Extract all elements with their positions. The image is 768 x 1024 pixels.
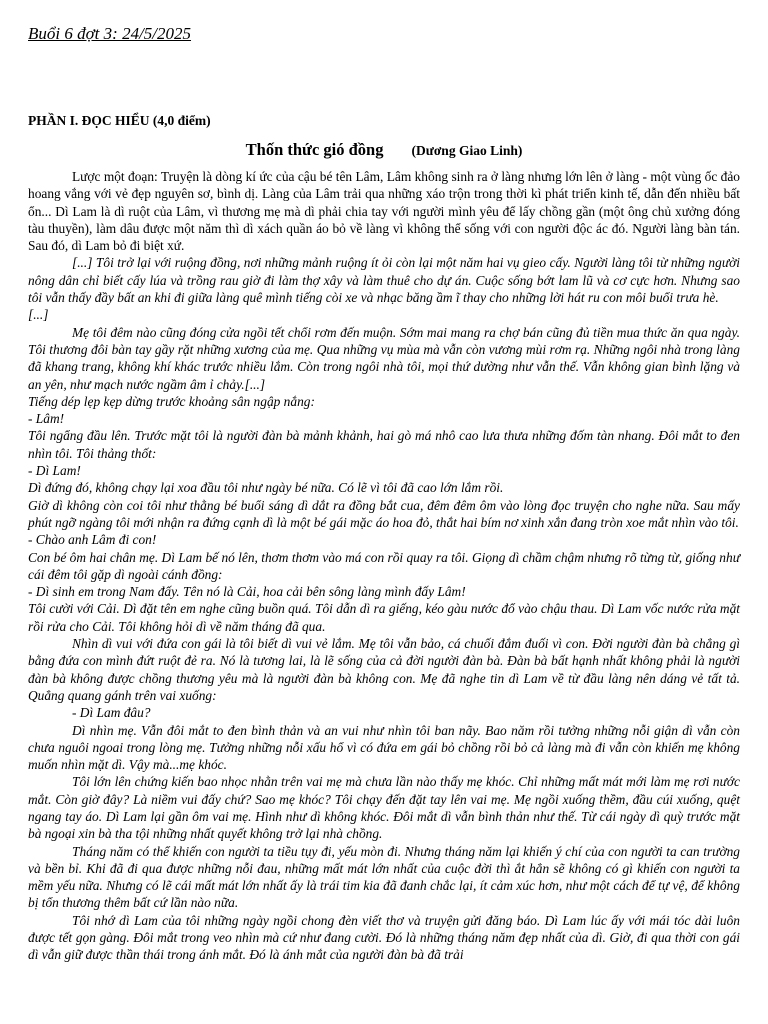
- passage-paragraph: Tôi cười với Cải. Dì đặt tên em nghe cũng buồn quá. Tôi dẫn dì ra giếng, kéo gàu nước đổ vào chậu thau. Dì Lam vốc nước rửa mặt rồi rửa cho Cải. Tôi không hỏi dì về năm tháng đã qua.: [28, 601, 740, 634]
- passage-paragraph: Tôi lớn lên chứng kiến bao nhọc nhằn trên vai mẹ mà chưa lần nào thấy mẹ khóc. Chỉ những mất mát mới làm mẹ rơi nước mắt. Còn giờ đây? Là niềm vui đấy chứ? Sao mẹ khóc? Tôi chạy đến đặt tay lên vai mẹ. Mẹ ngồi xuống thềm, đầu cúi xuống, quệt ngang tay áo. Dì Lam lại gần ôm vai mẹ. Hình như dì không khóc. Đôi mắt dì vẫn bình thản như thế. Từ cái ngày dì quỳ trước mặt bà ngoại xin bà tha tội những nhất quyết không trở lại nhà chồng.: [28, 774, 740, 842]
- passage-paragraph: Con bé ôm hai chân mẹ. Dì Lam bế nó lên, thơm thơm vào má con rồi quay ra tôi. Giọng dì chầm chậm nhưng rõ từng từ, giống như cái đêm tôi gặp dì ngoài cánh đồng:: [28, 549, 740, 582]
- section-title: PHẦN I. ĐỌC HIỂU (4,0 điểm): [28, 113, 211, 128]
- passage-paragraph: Tháng năm có thể khiến con người ta tiều tụy đi, yếu mòn đi. Nhưng tháng năm lại khiến ý chí của con người ta can trường và bền bỉ. Khi đã đi qua được những nỗi đau, những mất mát lớn nhất của cuộc đời thì ắt hẳn sẽ không có gì khiến con người ta mềm yếu nữa. Nhưng có lẽ cái mất mát lớn nhất ấy là trái tim kia đã đanh chắc lại, ít cảm xúc hơn, như một cách để tự vệ, để không bị tổn thương thêm bất cứ lần nào nữa.: [28, 843, 740, 911]
- passage-paragraph: Nhìn dì vui với đứa con gái là tôi biết dì vui vẻ lắm. Mẹ tôi vẫn bảo, cá chuối đắm đuối vì con. Đời người đàn bà chẳng gì bằng đứa con mình đứt ruột đẻ ra. Nó là tương lai, là lẽ sống của cả đời người đàn bà. Đàn bà bất hạnh nhất không phải là người đàn bà không được chồng thương yêu mà là người đàn bà không con. Mẹ đã nghe tin dì Lam về từ đầu làng nên dáng vẻ tất tả. Quẳng quang gánh trên vai xuống:: [28, 636, 740, 703]
- dialogue-line: - Chào anh Lâm đi con!: [28, 532, 157, 548]
- passage-paragraph: Dì đứng đó, không chạy lại xoa đầu tôi như ngày bé nữa. Có lẽ vì tôi đã cao lớn lắm rồi.: [28, 480, 504, 496]
- work-heading: [0, 140, 768, 160]
- dialogue-line: - Dì sinh em trong Nam đấy. Tên nó là Cải, hoa cải bên sông làng mình đấy Lâm!: [28, 584, 466, 600]
- passage-paragraph: Mẹ tôi đêm nào cũng đóng cửa ngồi tết chổi rơm đến muộn. Sớm mai mang ra chợ bán cũng đủ tiền mua thức ăn qua ngày. Tôi thương đôi bàn tay gầy rặt những xương của mẹ. Qua những vụ mùa mà vẫn còn vương mùi rơm rạ. Những ngôi nhà trong làng đã khang trang, không khí khác trước nhiều lắm. Còn trong ngôi nhà tôi, mọi thứ dường như vẫn thế. Vẫn không gian bình lặng và an yên, như mạch nước ngầm âm ỉ chảy.[...]: [28, 324, 740, 392]
- dialogue-line: - Dì Lam đâu?: [72, 705, 151, 721]
- passage-body: [28, 168, 740, 964]
- passage-paragraph: Tiếng dép lẹp kẹp dừng trước khoảng sân ngập nắng:: [28, 393, 315, 409]
- passage-paragraph: Giờ dì không còn coi tôi như thằng bé buổi sáng dì dắt ra đồng bắt cua, đêm đêm ôm vào lòng đọc truyện cho nghe nữa. Sau mấy phút ngỡ ngàng tôi mới nhận ra đứng cạnh dì là một bé gái mặc áo hoa đỏ, thắt hai bím nơ xinh xắn đang tròn xoe mắt nhìn vào tôi.: [28, 497, 740, 530]
- dialogue-line: - Lâm!: [28, 411, 65, 427]
- passage-paragraph: [...] Tôi trở lại với ruộng đồng, nơi những mảnh ruộng ít ỏi còn lại một năm hai vụ gieo cấy. Người làng tôi từ những người nông dân chỉ biết cấy lúa và trồng rau giờ đi làm thợ xây và làm thuê cho dự án. Cuộc sống bớt lam lũ và cơ cực hơn. Nhưng sao tôi vẫn thấy đầy bất an khi đi giữa làng quê mình tiếng còi xe và nhạc băng ầm ĩ thay cho những lời hát ru con môi buổi trưa hè.: [28, 255, 740, 306]
- work-author: (Dương Giao Linh): [411, 143, 523, 158]
- passage-paragraph: Tôi ngẩng đầu lên. Trước mặt tôi là người đàn bà mảnh khảnh, hai gò má nhô cao lưa thưa những đốm tàn nhang. Đôi mắt to đen nhìn tôi. Tôi thảng thốt:: [28, 428, 740, 461]
- dialogue-line: - Dì Lam!: [28, 463, 81, 479]
- ellipsis-marker: [...]: [28, 307, 49, 323]
- session-date-header: Buổi 6 đợt 3: 24/5/2025: [28, 24, 192, 43]
- passage-paragraph: Tôi nhớ dì Lam của tôi những ngày ngồi chong đèn viết thơ và truyện gửi đăng báo. Dì Lam lúc ấy với mái tóc dài luôn được tết gọn gàng. Đôi mắt trong veo nhìn mà cứ như đang cười. Đó là những tháng năm đẹp nhất của dì. Giờ, đi qua thời con gái dì vẫn giữ được thần thái trong ánh mắt. Đó là ánh mắt của người đàn bà đã trải: [28, 912, 740, 963]
- passage-paragraph: Dì nhìn mẹ. Vẫn đôi mắt to đen bình thản và an vui như nhìn tôi ban nãy. Bao năm rồi tưởng những nỗi giận dì vẫn còn chưa nguôi ngoai trong lòng mẹ. Tưởng những nỗi xấu hổ vì có đứa em gái bỏ chồng rồi bỏ cả làng mà đi vẫn còn khiến mẹ không muốn nhìn mặt dì. Vậy mà...mẹ khóc.: [28, 722, 740, 773]
- work-title: Thốn thức gió đồng: [245, 140, 384, 159]
- summary-paragraph: Lược một đoạn: Truyện là dòng kí ức của cậu bé tên Lâm, Lâm không sinh ra ở làng nhưng lớn lên ở làng - một vùng ốc đảo hoang vắng với vẻ đẹp nguyên sơ, bình dị. Làng của Lâm trải qua những xáo trộn trong thời kì phát triển kinh tế, dẫn đến nhiều bất ổn... Dì Lam là dì ruột của Lâm, vì thương mẹ mà dì phải chia tay với người mình yêu để lấy chồng gần (một ông chủ xưởng đóng tàu thuyền), làm dâu được một năm thì dì xách quần áo bỏ về làng vì không thể sống với con người độc ác đó. Người làng bàn tán. Sau đó, dì Lam bỏ đi biệt xứ.: [28, 169, 740, 254]
